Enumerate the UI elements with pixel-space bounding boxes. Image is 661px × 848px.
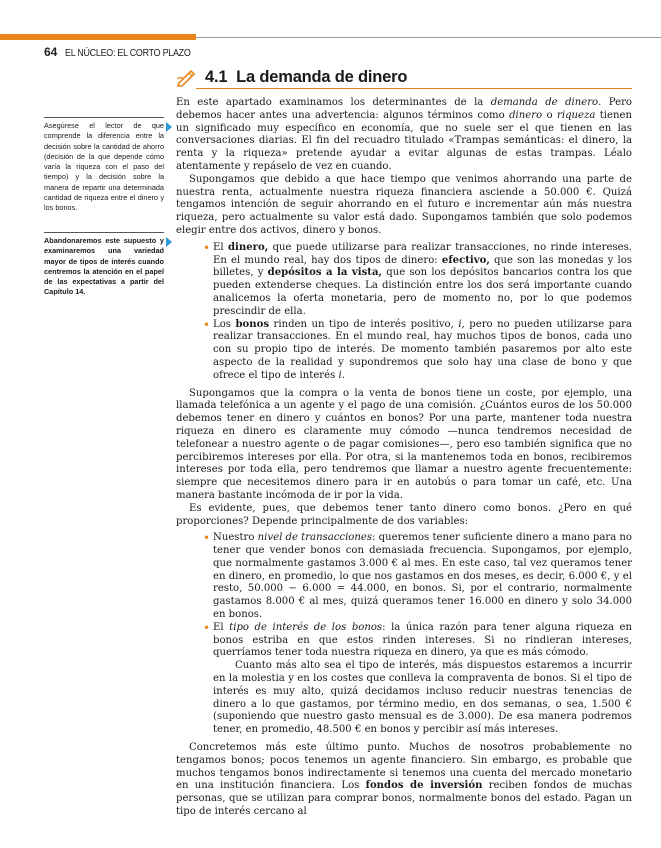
- margin-note-1: Asegúrese el lector de que comprende la diferencia entre la decisión sobre la cantidad de ahorro (decisión de la que depende cómo varía la riqueza con el paso del tiempo) y la decisión sobre la manera de repartir una determinada cantidad de riqueza entre el dinero y los bonos.: [44, 117, 164, 214]
- bullet-list: [176, 242, 632, 383]
- paragraph: Supongamos que la compra o la venta de bonos tiene un coste, por ejemplo, una llamada telefónica a un agente y el pago de una comisión. ¿Cuántos euros de los 50.000 debemos tener en dinero y cuántos en bonos? Por una parte, mantener toda nuestra riqueza en dinero es claramente muy cómodo —nunca tendremos necesidad de telefonear a nuestro agente o de pagar comisiones—, pero eso también significa que no percibiremos intereses por ella. Por otra, si la mantenemos toda en bonos, recibiremos intereses por toda ella, pero tendremos que llamar a nuestro agente frecuentemente: siempre que necesitemos dinero para ir en autobús o para tomar un café, etc. Una manera bastante incómoda de ir por la vida.: [176, 387, 632, 501]
- section-rule: [196, 88, 632, 89]
- body-text: [176, 97, 632, 819]
- header-accent-bar: [0, 34, 196, 40]
- paragraph: Concretemos más este último punto. Muchos de nosotros probablemente no tengamos bonos; pocos tenemos un agente financiero. Sin embargo, es probable que muchos tengamos bonos indirectamente si tenemos una cuenta del mercado monetario en una institución financiera. Los fondos de inversión reciben fondos de muchas personas, que se utilizan para comprar bonos, normalmente bonos del estado. Pagan un tipo de interés cercano al: [176, 742, 632, 818]
- margin-note-pointer-icon: [166, 237, 172, 247]
- header-rule: [196, 37, 661, 38]
- list-item: • Nuestro nivel de transacciones: queremos tener suficiente dinero a mano para no tener que vender bonos con demasiada frecuencia. Supongamos, por ejemplo, que normalmente gastamos 3.000 € al mes. En este caso, tal vez queramos tener en dinero, en promedio, lo que nos gastamos en dos meses, es decir, 6.000 €, y el resto, 50.000 − 6.000 = 44.000, en bonos. Si, por el contrario, normalmente gastamos 8.000 € al mes, quizá queramos tener 16.000 en dinero y solo 34.000 en bonos.: [213, 532, 632, 622]
- list-item-continuation: Cuanto más alto sea el tipo de interés, más dispuestos estaremos a incurrir en la molestia y en los costes que conlleva la compraventa de bonos. Si el tipo de interés es muy alto, quizá decidamos incluso reducir nuestras tenencias de dinero a lo que gastamos, por término medio, en dos semanas, o sea, 1.500 € (suponiendo que nuestro gasto mensual es de 3.000). De esa manera podremos tener, en promedio, 48.500 € en bonos y percibir así más intereses.: [213, 660, 632, 736]
- section-title: La demanda de dinero: [236, 67, 408, 86]
- paragraph: Es evidente, pues, que debemos tener tanto dinero como bonos. ¿Pero en qué proporciones? Depende principalmente de dos variables:: [176, 502, 632, 527]
- paragraph: Supongamos que debido a que hace tiempo que venimos ahorrando una parte de nuestra renta, actualmente nuestra riqueza financiera asciende a 50.000 €. Quizá tengamos intención de seguir ahorrando en el futuro e incrementar aún más nuestra riqueza, pero actualmente su valor está dado. Supongamos también que solo podemos elegir entre dos activos, dinero y bonos.: [176, 173, 632, 236]
- page-number: 64: [44, 45, 58, 59]
- running-header: [44, 45, 213, 59]
- running-title: EL NÚCLEO: EL CORTO PLAZO: [65, 47, 191, 59]
- pencil-icon: [176, 67, 198, 87]
- section-number: 4.1: [205, 67, 228, 86]
- margin-note-pointer-icon: [166, 122, 172, 132]
- margin-note-2: Abandonaremos este supuesto y examinaremos una variedad mayor de tipos de interés cuando centremos la atención en el papel de las expectativas a partir del Capítulo 14.: [44, 232, 164, 298]
- section-heading: [176, 67, 407, 87]
- paragraph: En este apartado examinamos los determinantes de la demanda de dinero. Pero debemos hacer antes una advertencia: algunos términos como dinero o riqueza tienen un significado muy específico en economía, que no suele ser el que tienen en las conversaciones diarias. El fin del recuadro titulado «Trampas semánticas: el dinero, la renta y la riqueza» pretende ayudar a evitar algunas de estas trampas. Léalo atentamente y repáselo de vez en cuando.: [176, 97, 632, 172]
- list-item: • El dinero, que puede utilizarse para realizar transacciones, no rinde intereses. En el mundo real, hay dos tipos de dinero: efectivo, que son las monedas y los billetes, y depósitos a la vista, que son los depósitos bancarios contra los que pueden extenderse cheques. La distinción entre los dos será importante cuando analicemos la oferta monetaria, pero de momento no, por lo que podemos prescindir de ella.: [213, 242, 632, 319]
- bullet-list: [176, 532, 632, 737]
- list-item: • El tipo de interés de los bonos: la única razón para tener alguna riqueza en bonos estriba en que estos rinden intereses. Si no rindieran intereses, querríamos tener toda nuestra riqueza en dinero, ya que es más cómodo. Cuanto más alto sea el tipo de interés, más dispuestos estaremos a incurrir en la molestia y en los costes que conlleva la compraventa de bonos. Si el tipo de interés es muy alto, quizá decidamos incluso reducir nuestras tenencias de dinero a lo que gastamos, por término medio, en dos semanas, o sea, 1.500 € (suponiendo que nuestro gasto mensual es de 3.000). De esa manera podremos tener, en promedio, 48.500 € en bonos y percibir así más intereses.: [213, 622, 632, 737]
- list-item: • Los bonos rinden un tipo de interés positivo, i, pero no pueden utilizarse para realizar transacciones. En el mundo real, hay muchos tipos de bonos, cada uno con su propio tipo de interés. De momento también pasaremos por alto este aspecto de la realidad y supondremos que solo hay una clase de bono y que ofrece el tipo de interés i.: [213, 319, 632, 383]
